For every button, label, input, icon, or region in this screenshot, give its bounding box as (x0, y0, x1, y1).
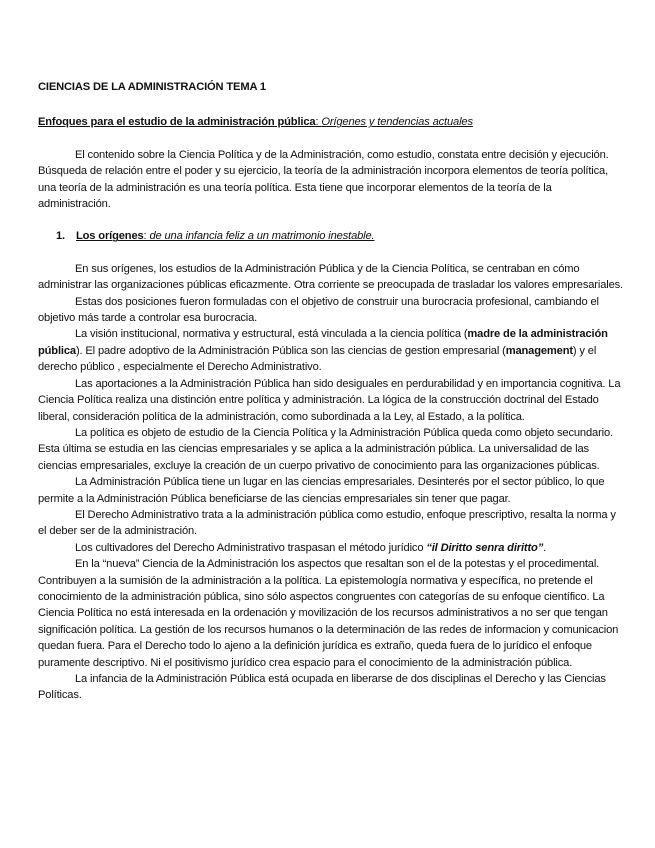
paragraph-9: En la “nueva” Ciencia de la Administración los aspectos que resaltan son el de la potestas y el procedimental. Contribuyen a la sumisión de la administración a la política. La epistemología normativa y específica, no pretende el conocimiento de la administración pública, sino sólo aspectos congruentes con categorías de su enfoque científico. La Ciencia Política no está interesada en la ordenación y movilización de los recursos administrativos a no ser que tengan significación política. La gestión de los recursos humanos o la determinación de las redes de informacion y comunicacion quedan fuera. Para el Derecho todo lo ajeno a la definición jurídica es extraño, queda fuera de lo jurídico el enfoque puramente descriptivo. Ni el positivismo jurídico crea espacio para el conocimiento de la administración pública. (38, 558, 619, 669)
paragraph-1: En sus orígenes, los estudios de la Administración Pública y de la Ciencia Política, se centraban en cómo administrar las organizaciones públicas eficazmente. Otra corriente se preocupada de trasladar los valores empresariales. (38, 262, 623, 292)
paragraph-3-part-e: ) y el derecho público , especialmente el Derecho Administrativo. (38, 344, 597, 374)
document-body (38, 79, 625, 704)
subtitle-main: Enfoques para el estudio de la administración pública (38, 116, 316, 129)
section-title-separator: : (143, 230, 150, 243)
section-title: Los orígenes (76, 230, 144, 243)
section-heading (38, 228, 625, 244)
paragraph-8-part-a: Los cultivadores del Derecho Administrativo traspasan el método jurídico (75, 541, 427, 554)
paragraph-7: El Derecho Administrativo trata a la administración pública como estudio, enfoque prescriptivo, resalta la norma y el deber ser de la administración. (38, 508, 616, 538)
section-number: 1. (56, 230, 65, 243)
paragraph-8 (38, 540, 625, 556)
document-title: CIENCIAS DE LA ADMINISTRACIÓN TEMA 1 (38, 81, 266, 93)
section-title-italic: de una infancia feliz a un matrimonio inestable. (149, 230, 375, 243)
paragraph-5: La política es objeto de estudio de la Ciencia Política y la Administración Pública queda como objeto secundario. Esta última se estudia en las ciencias empresariales y se aplica a la administración pública. La universalidad de las ciencias empresariales, excluye la creación de un cuerpo privativo de conocimiento para las organizaciones públicas. (38, 426, 613, 472)
paragraph-6: La Administración Pública tiene un lugar en las ciencias empresariales. Desinterés por el sector público, lo que permite a la Administración Pública beneficiarse de las ciencias empresariales sin tener que pagar. (38, 476, 605, 505)
subtitle-separator: : (315, 116, 322, 129)
paragraph-3-bold-a: madre de la administración pública (38, 328, 608, 357)
paragraph-8-part-c: . (543, 541, 547, 554)
paragraph-3-part-c: ). El padre adoptivo de la Administración Pública son las ciencias de gestion empresarial ( (75, 344, 506, 357)
document-subtitle (38, 114, 625, 130)
paragraph-4: Las aportaciones a la Administración Pública han sido desiguales en perdurabilidad y en importancia cognitiva. La Ciencia Política realiza una distinción entre política y administración. La lógica de la construcción doctrinal del Estado liberal, consideración política de la administración, como subordinada a la Ley, al Estado, a la política. (38, 377, 621, 423)
paragraph-3-bold-b: management (505, 344, 573, 357)
intro-paragraph: El contenido sobre la Ciencia Política y de la Administración, como estudio, constata entre decisión y ejecución. Búsqueda de relación entre el poder y su ejercicio, la teoría de la administración incorpora elementos de teoría política, una teoría de la administración es una teoría política. Esta tiene que incorporar elementos de la teoría de la administración. (38, 148, 609, 211)
subtitle-italic: Orígenes y tendencias actuales (321, 116, 473, 129)
paragraph-8-quote: “il Diritto senra diritto” (426, 541, 544, 554)
paragraph-10: La infancia de la Administración Pública está ocupada en liberarse de dos disciplinas el Derecho y las Ciencias Políticas. (38, 673, 606, 702)
paragraph-3 (38, 326, 625, 375)
paragraph-2: Estas dos posiciones fueron formuladas con el objetivo de construir una burocracia profesional, cambiando el objetivo más tarde a controlar esa burocracia. (38, 295, 599, 325)
paragraph-3-part-a: La visión institucional, normativa y estructural, está vinculada a la ciencia política ( (75, 328, 468, 341)
